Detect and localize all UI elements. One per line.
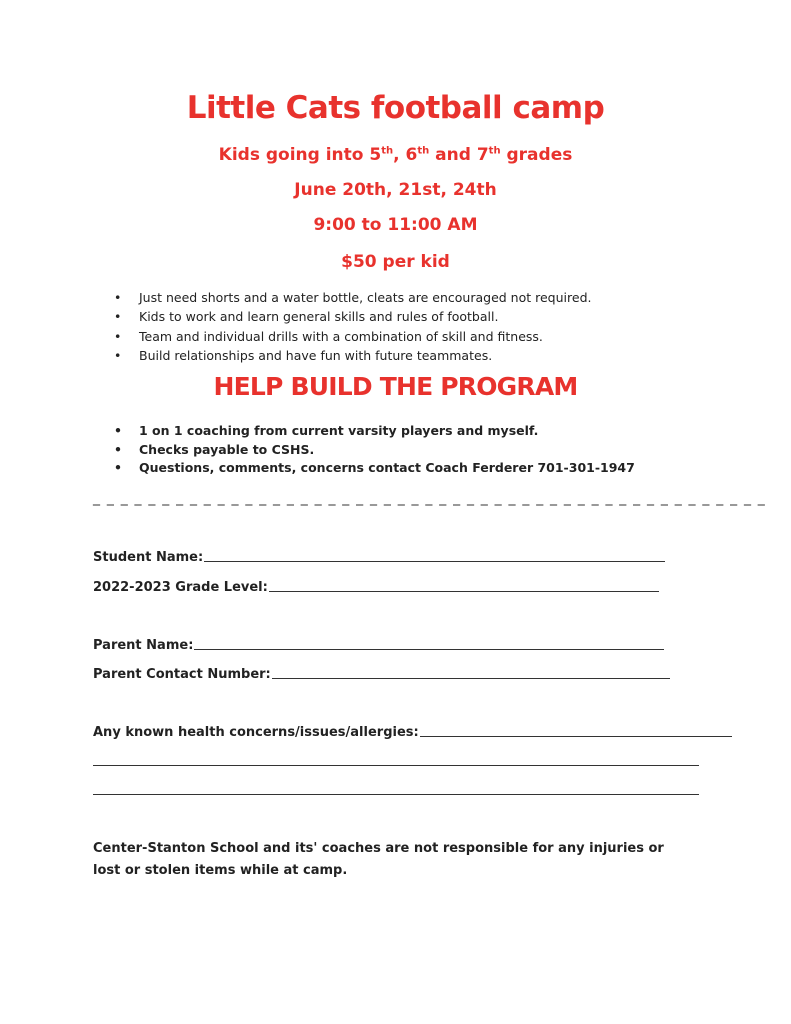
list-item bbox=[112, 288, 591, 307]
detail-text: Build relationships and have fun with future teammates. bbox=[139, 347, 493, 363]
cut-line-divider: _ _ _ _ _ _ _ _ _ _ _ _ _ _ _ _ _ _ _ _ _ _ _ _ _ _ _ _ _ _ _ _ _ _ _ _ _ _ _ _ _ _ _ _ _ _ _ _ _ bbox=[93, 490, 767, 506]
parent-name-line[interactable] bbox=[194, 648, 664, 650]
camp-times: 9:00 to 11:00 AM bbox=[313, 215, 478, 235]
student-name-field[interactable] bbox=[93, 550, 665, 565]
help-heading: HELP BUILD THE PROGRAM bbox=[213, 372, 578, 401]
detail-text: Just need shorts and a water bottle, cleats are encouraged not required. bbox=[139, 290, 592, 305]
list-item bbox=[112, 441, 635, 460]
health-concerns-label: Any known health concerns/issues/allergies: bbox=[93, 725, 419, 740]
parent-contact-label: Parent Contact Number: bbox=[93, 667, 271, 682]
list-item bbox=[112, 327, 591, 346]
grades-mid-6: , 6 bbox=[393, 145, 418, 165]
health-concerns-line[interactable] bbox=[420, 735, 732, 737]
parent-name-field[interactable] bbox=[93, 638, 664, 653]
grade-level-line[interactable] bbox=[269, 590, 659, 592]
bullet-icon: • bbox=[114, 290, 122, 305]
camp-price: $50 per kid bbox=[341, 252, 450, 272]
list-item bbox=[112, 346, 591, 365]
liability-disclaimer: Center-Stanton School and its' coaches are not responsible for any injuries or lost or stolen items while at camp. bbox=[93, 841, 664, 878]
info-text: Checks payable to CSHS. bbox=[139, 441, 315, 457]
grades-sup-5: th bbox=[381, 145, 394, 157]
bullet-icon: • bbox=[114, 328, 122, 344]
detail-text: Team and individual drills with a combination of skill and fitness. bbox=[139, 328, 543, 344]
bullet-icon: • bbox=[114, 441, 122, 457]
health-extra-line-1[interactable] bbox=[93, 765, 699, 766]
bullet-icon: • bbox=[114, 309, 122, 325]
health-extra-line-2[interactable] bbox=[93, 794, 699, 795]
grades-sup-6: th bbox=[417, 145, 430, 157]
grade-level-field[interactable] bbox=[93, 580, 659, 595]
bullet-icon: • bbox=[114, 423, 122, 438]
student-name-line[interactable] bbox=[204, 560, 665, 562]
grades-sup-7: th bbox=[488, 145, 501, 157]
bullet-icon: • bbox=[114, 460, 122, 475]
grade-level-label: 2022-2023 Grade Level: bbox=[93, 580, 268, 595]
grades-prefix: Kids going into 5 bbox=[218, 145, 382, 165]
camp-dates: June 20th, 21st, 24th bbox=[294, 180, 497, 200]
detail-text: Kids to work and learn general skills and rules of football. bbox=[139, 309, 499, 325]
parent-contact-field[interactable] bbox=[93, 667, 670, 682]
parent-name-label: Parent Name: bbox=[93, 638, 194, 653]
bullet-icon: • bbox=[114, 347, 122, 363]
program-info-list bbox=[112, 422, 635, 478]
grades-line bbox=[0, 145, 791, 165]
list-item bbox=[112, 459, 635, 478]
health-concerns-field[interactable] bbox=[93, 725, 732, 740]
list-item bbox=[112, 422, 635, 441]
student-name-label: Student Name: bbox=[93, 550, 204, 565]
info-text: Questions, comments, concerns contact Coach Ferderer 701-301-1947 bbox=[139, 460, 635, 475]
parent-contact-line[interactable] bbox=[272, 677, 670, 679]
list-item bbox=[112, 307, 591, 326]
grades-suffix: grades bbox=[500, 145, 573, 165]
info-text: 1 on 1 coaching from current varsity players and myself. bbox=[139, 423, 539, 438]
page-title: Little Cats football camp bbox=[186, 90, 605, 126]
camp-details-list bbox=[112, 288, 591, 365]
grades-mid-7: and 7 bbox=[429, 145, 489, 165]
